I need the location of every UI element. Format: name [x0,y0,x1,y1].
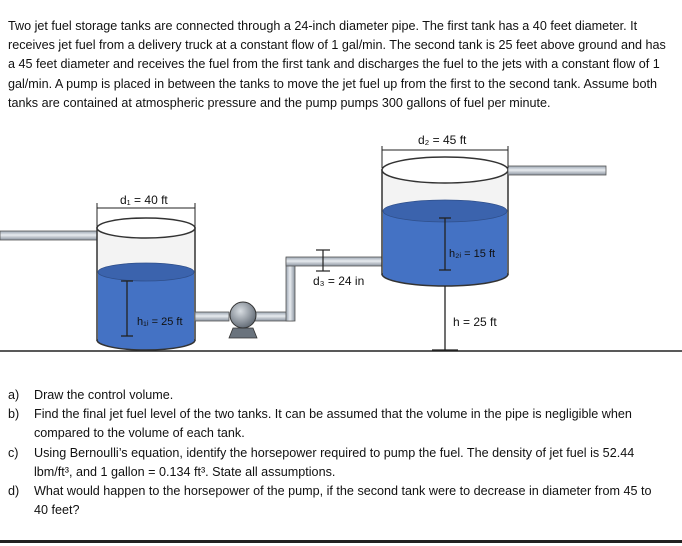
tank-1-fuel [98,272,194,340]
question-letter: b) [8,407,20,422]
question-text: Find the final jet fuel level of the two tanks. It can be assumed that the volume in the pipe is negligible when compared to the volume of each tank. [34,407,632,441]
question-letter: c) [8,445,19,460]
question-list [8,386,668,520]
inlet-pipe [0,231,99,240]
bottom-rule [0,540,682,543]
question-c [8,444,668,482]
upper-pipe [286,257,386,266]
question-b [8,405,668,443]
h1i-label: h₁ᵢ = 25 ft [137,316,183,328]
riser-pipe [286,258,295,321]
question-text: Draw the control volume. [34,388,174,402]
d2-label: d₂ = 45 ft [418,133,467,147]
d1-label: d₁ = 40 ft [120,193,168,207]
h2i-label: h₂ᵢ = 15 ft [449,248,496,260]
h-label: h = 25 ft [453,315,497,329]
tank-diagram [0,128,682,364]
question-a [8,386,668,405]
problem-statement: Two jet fuel storage tanks are connected through a 24-inch diameter pipe. The first tank has a 40 feet diameter. It receives jet fuel from a delivery truck at a constant flow of 1 gal/min. The second tank is 25 feet above ground and has a 45 feet diameter and receives the fuel from the first tank and discharges the fuel to the jets with a constant flow of 1 gal/min. A pump is placed in between the tanks to move the jet fuel up from the first to the second tank. Assume both tanks are contained at atmospheric pressure and the pump pumps 300 gallons of fuel per minute. [8,18,666,111]
question-text: Using Bernoulli’s equation, identify the horsepower required to pump the fuel. The density of jet fuel is 52.44 lbm/ft³, and 1 gallon = 0.134 ft³. State all assumptions. [34,445,635,479]
question-letter: a) [8,388,20,402]
outlet-pipe [508,166,606,175]
question-letter: d) [8,484,20,499]
pipe-to-pump [195,312,229,321]
pump-icon [229,302,257,338]
question-d [8,482,668,520]
tank-1 [97,218,195,350]
question-text: What would happen to the horsepower of the pump, if the second tank were to decrease in diameter from 45 to 40 feet? [34,484,652,518]
d3-label: d₃ = 24 in [313,274,365,288]
